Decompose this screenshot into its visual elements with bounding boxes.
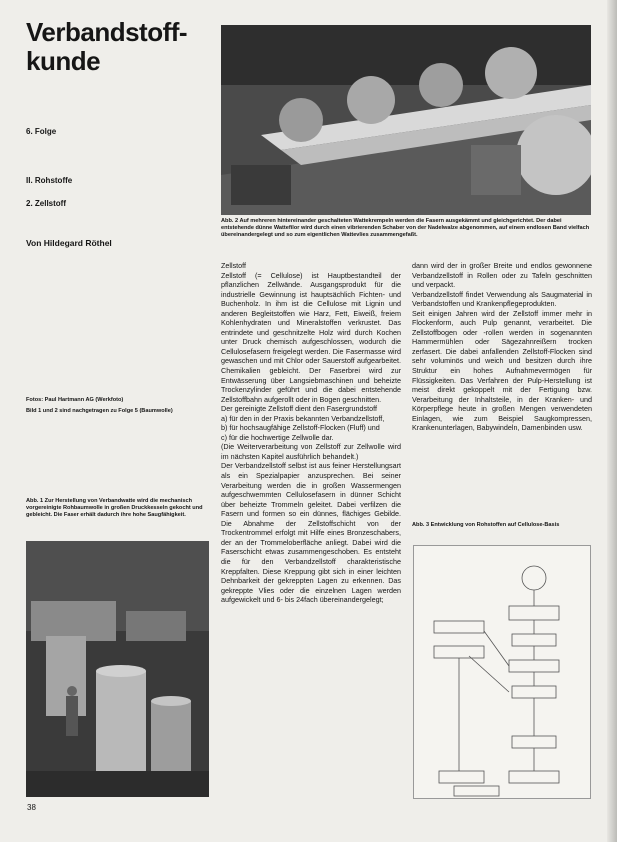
author-byline: Von Hildegard Röthel [26, 238, 112, 248]
carding-machines-illustration [221, 25, 591, 215]
section-heading: II. Rohstoffe [26, 176, 73, 185]
photo-note: Bild 1 und 2 sind nachgetragen zu Folge 5 (Baumwolle) [26, 408, 173, 414]
cellulose-flowchart-diagram [414, 546, 590, 798]
page-edge-shadow [607, 0, 617, 842]
title-line-1: Verbandstoff- [26, 17, 188, 47]
page-title [26, 18, 187, 76]
figure-3-flowchart [413, 545, 591, 799]
subsection-heading: 2. Zellstoff [26, 199, 67, 208]
pressure-boilers-illustration [26, 541, 209, 797]
figure-3-caption: Abb. 3 Entwicklung von Rohstoffen auf Cellulose-Basis [412, 522, 560, 528]
photo-credit: Fotos: Paul Hartmann AG (Werkfoto) [26, 397, 124, 403]
figure-1-caption: Abb. 1 Zur Herstellung von Verbandwatte wird die mechanisch vorgereinigte Rohbaumwolle in großen Druckkesseln gekocht und gebleicht. Die Faser erhält dadurch ihre hohe Saugfähigkeit. [26, 498, 203, 518]
title-line-2: kunde [26, 46, 101, 76]
article-column-1: Zellstoff Zellstoff (= Cellulose) ist Hauptbestandteil der pflanzlichen Zellwände. Ausgangsprodukt für die industrielle Gewinnung ist hauptsächlich Fichten- und Buchenholz. In ihm ist die Cellulose mit Lignin und anderen Begleitstoffen wie Harz, Fett, Eiweiß, freiem Kohlenhydraten und Mineralstoffen verkrustet. Das entrindete und geschnitzelte Holz wird durch Kochen unter Druck chemisch aufgeschlossen, wodurch die Cellulosefasern freigelegt werden. Die Fasermasse wird gewaschen und mit Chlor oder Sauerstoff aufgearbeitet. Chemikalien gebleicht. Der Faserbrei wird zur Entwässerung über Langsiebmaschinen und beheizte Trockenzylinder geführt und die dabei entstehende Zellstoffbahn aufgerollt oder in Bogen geschnitten. Der gereinigte Zellstoff dient den Fasergrundstoff a) für den in der Praxis bekannten Verbandzellstoff, b) für hochsaugfähige Zellstoff-Flocken (Fluff) und c) für die hochwertige Zellwolle dar. (Die Weiterverarbeitung von Zellstoff zur Zellwolle wird im nächsten Kapitel ausführlich behandelt.) Der Verbandzellstoff selbst ist aus feiner Herstellungsart als ein Spezialpapier anzusprechen. Bei seiner Verarbeitung werden die in großen Wassermengen aufgeschwemmten Cellulosefasern in dünner Schicht über beheizte Trommeln geleitet. Dabei verfilzen die Fasern und formen so ein dünnes, flächiges Gebilde. Die Abnahme der Zellstoffschicht von der Trockentrommel erfolgt mit Hilfe eines Bronzeschabers, der an der Trommeloberfläche anliegt. Dabei wird die Faserschicht etwas zusammengeschoben. Es entsteht die für den Verbandzellstoff charakteristische Kreppfalten. Diese Kreppung gibt sich in einer leichten Dehnbarkeit der gekreppten Lagen zu erkennen. Das gekreppte Vlies oder die einzelnen Lagen werden aufgewickelt und 6- bis 24fach übereinandergelegt; [221, 261, 401, 605]
figure-2-photo [221, 25, 591, 215]
figure-1-photo [26, 541, 209, 797]
series-label: 6. Folge [26, 127, 57, 136]
page-number: 38 [27, 803, 36, 812]
figure-2-caption: Abb. 2 Auf mehreren hintereinander geschalteten Wattekrempeln werden die Fasern ausgekämmt und gleichgerichtet. Der dabei entstehende dünne Wattefilor wird durch einen vibrierenden Schaber von der Nadelwalze abgenommen, auf einem endlosen Band vielfach übereinandergelegt und so zum eigentlichen Wattevlies zusammengefaßt. [221, 218, 590, 238]
article-column-2: dann wird der in großer Breite und endlos gewonnene Verbandzellstoff in Rollen oder zu Tafeln geschnitten und verpackt. Verbandzellstoff findet Verwendung als Saugmaterial in Verbandstoffen und Krankenpflegeprodukten. Seit einigen Jahren wird der Zellstoff immer mehr in Flockenform, auch Pulp genannt, verarbeitet. Die Zellstoffbogen oder -rollen werden in sogenannten Hammermühlen oder Sägezahnreißern trocken zerfasert. Die dabei anfallenden Zellstoff-Flocken sind sehr voluminös und weich und besitzen durch ihre Struktur ein hohes Aufnahmevermögen für Flüssigkeiten. Das Verfahren der Pulp-Herstellung ist meist direkt gekoppelt mit der Fertigung bzw. Verarbeitung der Inhaltsteile, in der Kranken- und Körperpflege heute in großen Mengen verwendeten Einlagen, wie zum Beispiel Saugkompressen, Krankenunterlagen, Babywindeln, Damenbinden usw. [412, 261, 592, 433]
